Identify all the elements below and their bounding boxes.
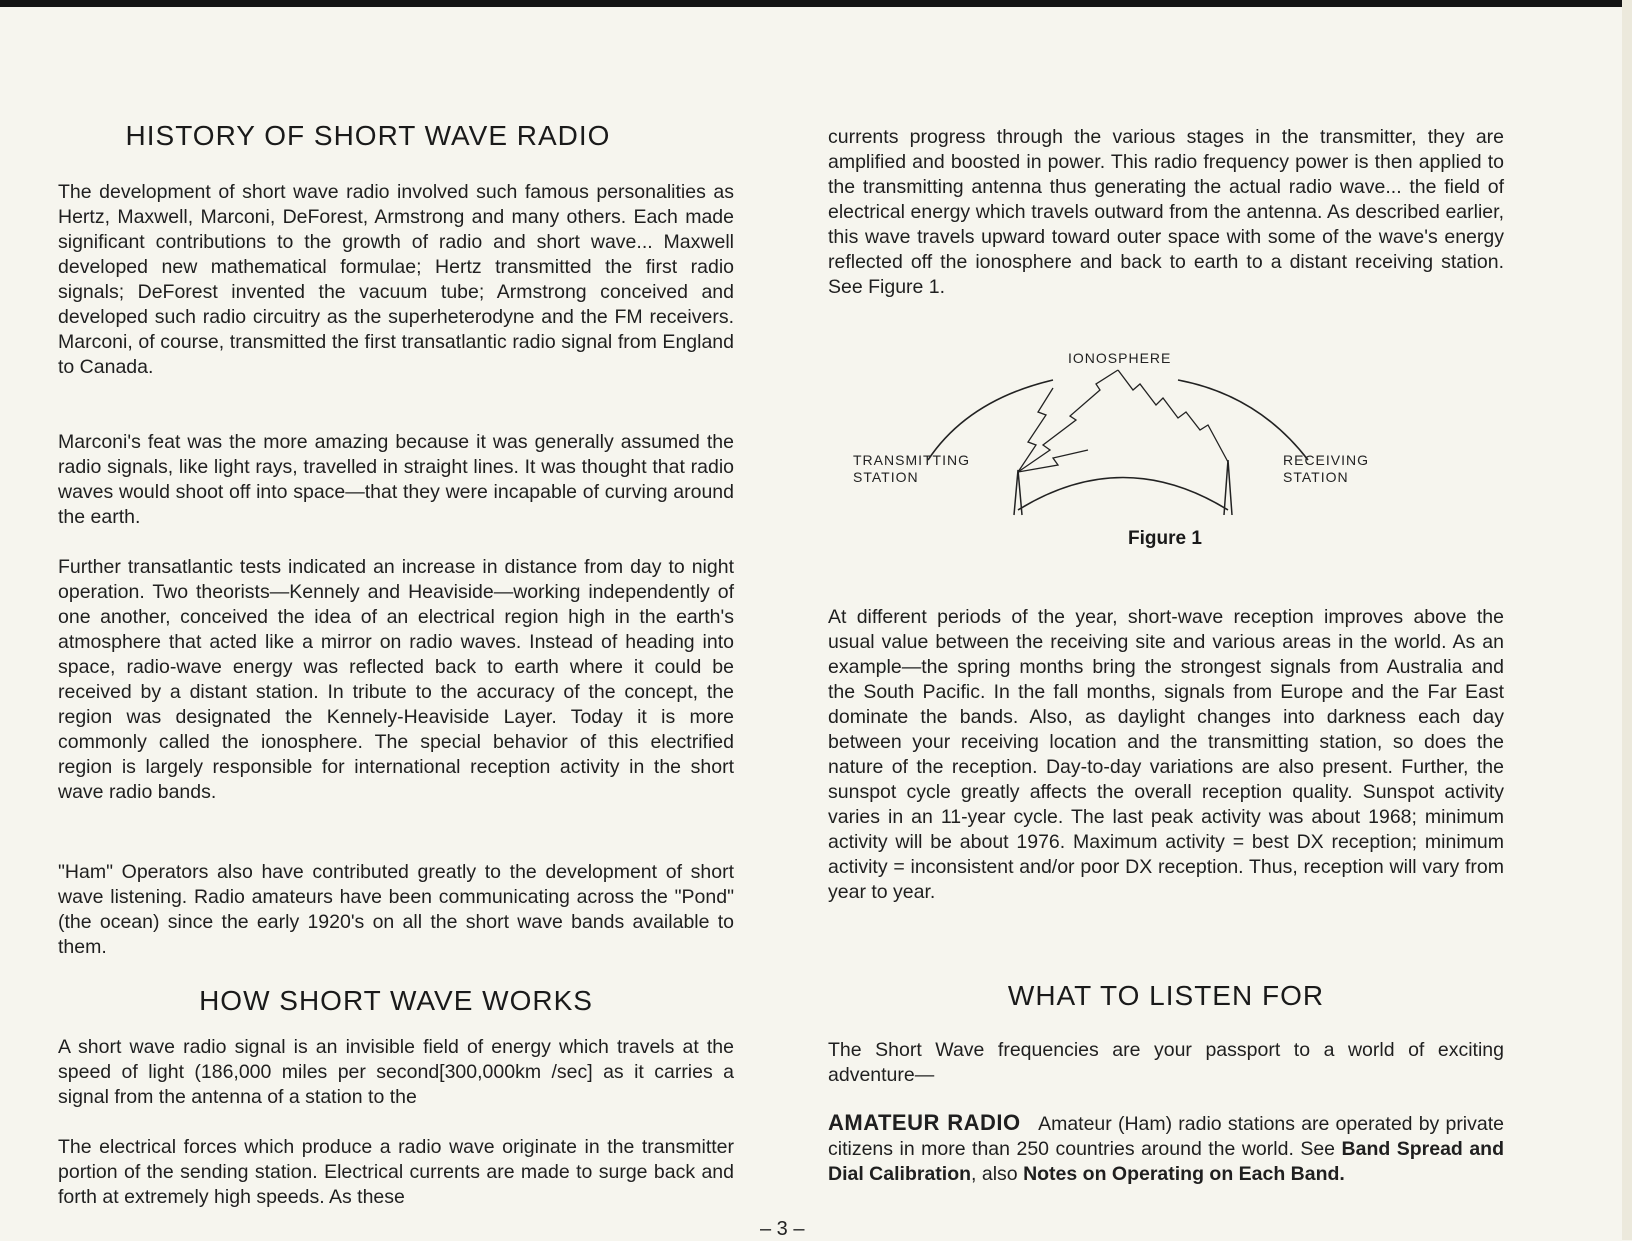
- amateur-radio-paragraph: [828, 1110, 1504, 1187]
- how-paragraph-2: The electrical forces which produce a radio wave originate in the transmitter portion of the sending station. Electrical currents are made to surge back and forth at extremely high speeds. As these: [58, 1136, 734, 1208]
- transmitting-antenna: [1014, 470, 1022, 515]
- heading-what-to-listen-for: WHAT TO LISTEN FOR: [1007, 980, 1325, 1011]
- reflected-wave-path: [1118, 370, 1228, 462]
- transmitting-label-line-2: STATION: [853, 469, 919, 485]
- amateur-text-2: , also: [971, 1163, 1018, 1185]
- amateur-text-1: Amateur (Ham) radio stations are operated by private citizens in more than 250 countries around the world. See: [828, 1113, 1504, 1160]
- page-number: – 3 –: [760, 1218, 805, 1240]
- receiving-antenna: [1224, 460, 1232, 515]
- earth-surface-arc: [1018, 478, 1228, 511]
- history-paragraph-1: The development of short wave radio involved such famous personalities as Hertz, Maxwell, Marconi, DeForest, Armstrong and many others. Each made significant contributions to the growth of radio and short wave... Maxwell developed new mathematical formulae; Hertz transmitted the first radio signals; DeForest invented the vacuum tube; Armstrong conceived and developed such radio circuitry as the superheterodyne and the FM receivers. Marconi, of course, transmitted the first transatlantic radio signal from England to Canada.: [58, 181, 734, 378]
- receiving-label-line-2: STATION: [1283, 469, 1349, 485]
- ionosphere-diagram: [878, 350, 1438, 550]
- history-paragraph-2: Marconi's feat was the more amazing because it was generally assumed the radio signals, like light rays, travelled in straight lines. It was thought that radio waves would shoot off into space—that they were incapable of curving around the earth.: [58, 431, 734, 528]
- heading-how-short-wave-works: HOW SHORT WAVE WORKS: [199, 985, 593, 1016]
- figure-caption: Figure 1: [1128, 528, 1202, 549]
- transmitting-label-line-1: TRANSMITTING: [853, 452, 970, 468]
- reception-paragraph: At different periods of the year, short-wave reception improves above the usual value between the receiving site and various areas in the world. As an example—the spring months bring the strongest signals from Australia and the South Pacific. In the fall months, signals from Europe and the Far East dominate the bands. Also, as daylight changes into darkness each day between your receiving location and the transmitting station, so does the nature of the reception. Day-to-day variations are also present. Further, the sunspot cycle greatly affects the overall reception quality. Sunspot activity varies in an 11-year cycle. The last peak activity was about 1968; minimum activity will be about 1976. Maximum activity = best DX reception; minimum activity = inconsistent and/or poor DX reception. Thus, reception will vary from year to year.: [828, 606, 1504, 903]
- top-border: [0, 0, 1632, 7]
- history-paragraph-3: Further transatlantic tests indicated an increase in distance from day to night operation. Two theorists—Kennely and Heaviside—working independently of one another, conceived the idea of an electrical region high in the earth's atmosphere that acted like a mirror on radio waves. Instead of heading into space, radio-wave energy was reflected back to earth where it could be received by a distant station. In tribute to the accuracy of the concept, the region was designated the Kennely-Heaviside Layer. Today it is more commonly called the ionosphere. The special behavior of this electrified region is largely responsible for international reception activity in the short wave radio bands.: [58, 556, 734, 803]
- wave-path-3: [1018, 450, 1088, 472]
- band-spread-reference: Band Spread and Dial Calibration: [828, 1138, 1504, 1185]
- page-edge: [1622, 0, 1632, 1240]
- heading-history: HISTORY OF SHORT WAVE RADIO: [125, 120, 611, 151]
- ionosphere-label: IONOSPHERE: [1068, 350, 1172, 366]
- receiving-label-line-1: RECEIVING: [1283, 452, 1370, 468]
- history-paragraph-4: "Ham" Operators also have contributed greatly to the development of short wave listening. Radio amateurs have been communicating across the "Pond" (the ocean) since the early 1920's on all the short wave bands available to them.: [58, 861, 734, 958]
- ionosphere-arc-right: [1178, 380, 1308, 460]
- notes-reference: Notes on Operating on Each Band.: [1023, 1163, 1345, 1185]
- transmitting-station-label: [853, 452, 970, 486]
- receiving-station-label: [1283, 452, 1369, 486]
- passport-paragraph: The Short Wave frequencies are your passport to a world of exciting adventure—: [828, 1039, 1504, 1086]
- figure-1-diagram: [853, 350, 1438, 550]
- amateur-radio-label: AMATEUR RADIO: [828, 1110, 1021, 1135]
- how-paragraph-1: A short wave radio signal is an invisible field of energy which travels at the speed of light (186,000 miles per second[300,000km /sec] as it carries a signal from the antenna of a station to the: [58, 1036, 734, 1108]
- continued-paragraph: currents progress through the various stages in the transmitter, they are amplified and boosted in power. This radio frequency power is then applied to the transmitting antenna thus generating the actual radio wave... the field of electrical energy which travels outward from the antenna. As described earlier, this wave travels upward toward outer space with some of the wave's energy reflected off the ionosphere and back to earth to a distant receiving station. See Figure 1.: [828, 126, 1504, 298]
